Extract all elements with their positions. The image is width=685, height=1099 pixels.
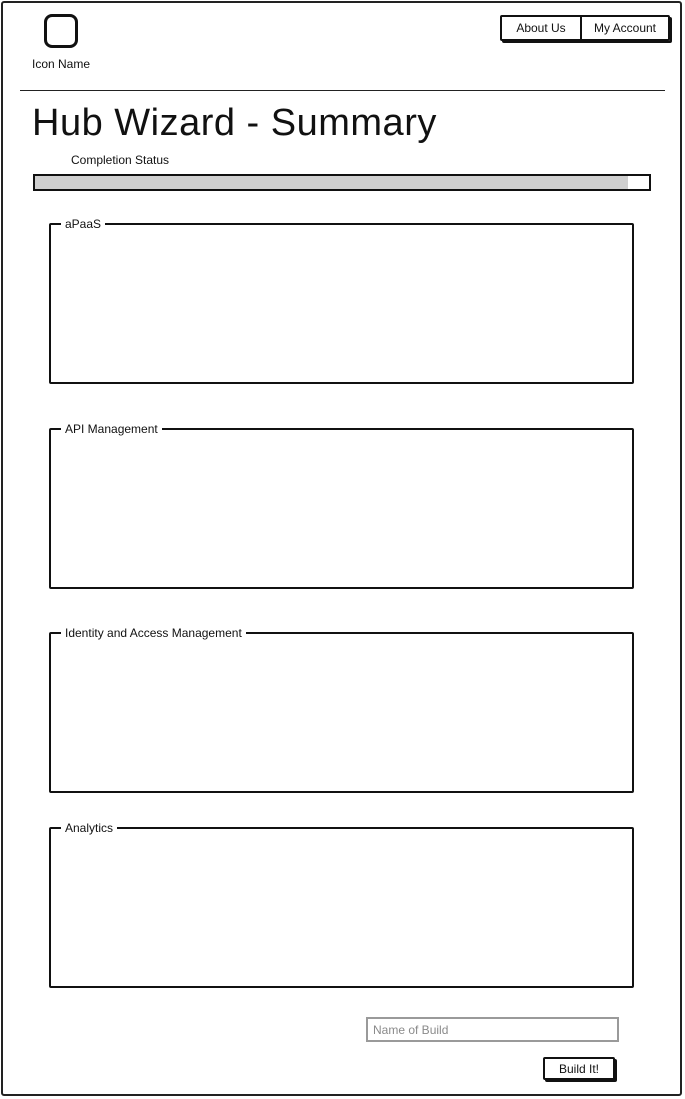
build-name-input[interactable] (366, 1017, 619, 1042)
section-identity-access-management-label: Identity and Access Management (61, 625, 246, 641)
section-identity-access-management (49, 626, 634, 793)
header-divider (20, 90, 665, 91)
build-it-button[interactable]: Build It! (543, 1057, 615, 1080)
my-account-button[interactable]: My Account (580, 17, 668, 39)
app-icon[interactable] (44, 14, 78, 48)
icon-label: Icon Name (32, 57, 91, 71)
about-us-button[interactable]: About Us (502, 17, 580, 39)
completion-progress-fill (35, 176, 628, 189)
top-nav (500, 15, 670, 41)
completion-status-label: Completion Status (71, 153, 170, 167)
section-apaas (49, 217, 634, 384)
page-title: Hub Wizard - Summary (32, 102, 437, 144)
section-api-management-label: API Management (61, 421, 162, 437)
section-analytics-label: Analytics (61, 820, 117, 836)
section-api-management (49, 422, 634, 589)
section-apaas-label: aPaaS (61, 216, 105, 232)
section-analytics (49, 821, 634, 988)
completion-progress-bar (33, 174, 651, 191)
